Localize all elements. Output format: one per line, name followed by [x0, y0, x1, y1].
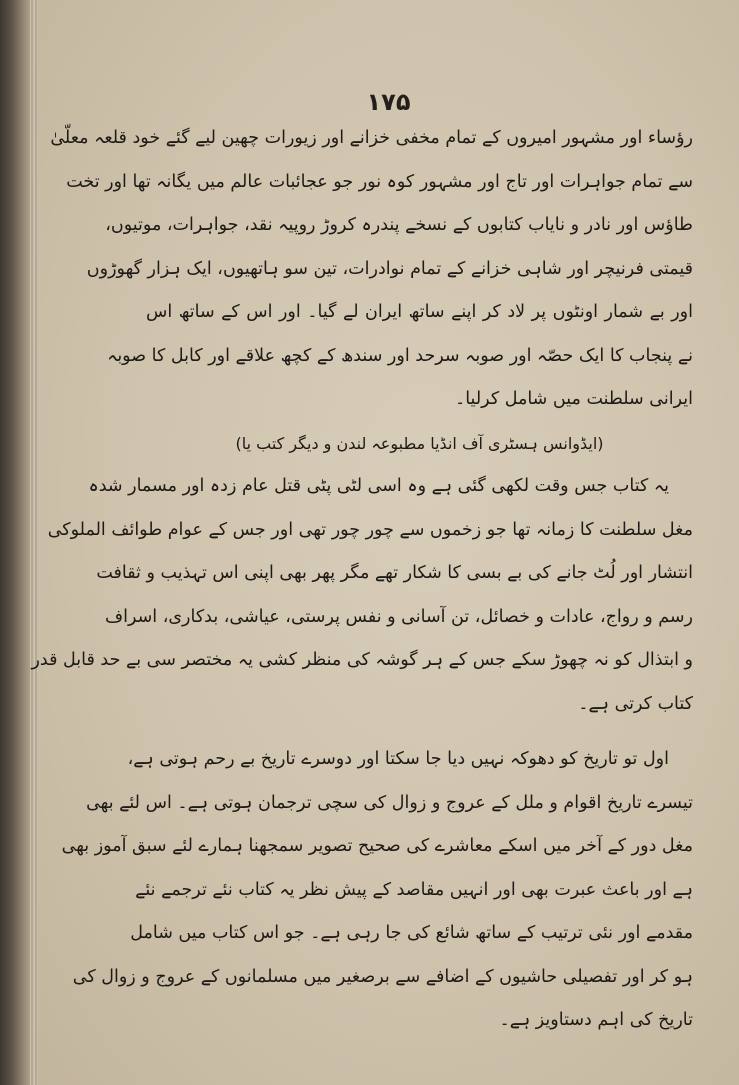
text-line: سے تمام جواہرات اور تاج اور مشہور کوہ نور جو عجائبات عالم میں یگانہ تھا اور تخت: [66, 171, 693, 192]
text-line: قیمتی فرنیچر اور شاہی خزانے کے تمام نوادرات، تین سو ہاتھیوں، ایک ہزار گھوڑوں: [86, 258, 693, 279]
page-body: [31, 117, 693, 1043]
text-line: ہے اور باعث عبرت بھی اور انہیں مقاصد کے پیش نظر یہ کتاب نئے ترجمے نئے: [135, 879, 693, 900]
text-line: رسم و رواج، عادات و خصائل، تن آسانی و نفس پرستی، عیاشی، بدکاری، اسراف: [104, 606, 693, 627]
text-line: مغل سلطنت کا زمانہ تھا جو زخموں سے چور چور تھی اور جس کے عوام طوائف الملوکی: [47, 519, 693, 540]
text-line: نے پنجاب کا ایک حصّہ اور صوبہ سرحد اور سندھ کے کچھ علاقے اور کابل کا صوبہ: [107, 345, 693, 366]
text-line: طاؤس اور نادر و نایاب کتابوں کے نسخے پندرہ کروڑ روپیہ نقد، جواہرات، موتیوں،: [105, 215, 693, 235]
citation-line: (ایڈوانس ہسٹری آف انڈیا مطبوعہ لندن و دیگر کتب یا): [235, 433, 604, 453]
text-line: تیسرے تاریخ اقوام و ملل کے عروج و زوال کی سچی ترجمان ہوتی ہے۔ اس لئے بھی: [86, 792, 693, 813]
text-line: اور بے شمار اونٹوں پر لاد کر اپنے ساتھ ایران لے گیا۔ اور اس کے ساتھ اس: [146, 302, 693, 322]
text-line: انتشار اور لُٹ جانے کی بے بسی کا شکار تھے مگر پھر بھی اپنی اس تہذیب و ثقافت: [96, 563, 693, 583]
text-line: کتاب کرتی ہے۔: [578, 693, 693, 714]
text-line: تاریخ کی اہم دستاویز ہے۔: [499, 1010, 693, 1030]
text-line: و ابتذال کو نہ چھوڑ سکے جس کے ہر گوشہ کی منظر کشی یہ مختصر سی بے حد قابل قدر: [31, 650, 693, 670]
text-line: ہو کر اور تفصیلی حاشیوں کے اضافے سے برصغیر میں مسلمانوں کے عروج و زوال کی: [72, 966, 693, 987]
text-line: مغل دور کے آخر میں اسکے معاشرے کی صحیح تصویر سمجھنا ہمارے لئے سبق آموز بھی: [61, 836, 693, 856]
paragraph-spacer: [146, 726, 693, 738]
book-binding-gutter: [0, 0, 34, 1085]
page-stack-edge: [30, 0, 38, 1085]
text-line: ایرانی سلطنت میں شامل کرلیا۔: [454, 389, 693, 409]
text-line: مقدمے اور نئی ترتیب کے ساتھ شائع کی جا رہی ہے۔ جو اس کتاب میں شامل: [130, 923, 693, 943]
page-number: ۱۷۵: [366, 88, 411, 116]
text-line: اول تو تاریخ کو دھوکہ نہیں دیا جا سکتا اور دوسرے تاریخ بے رحم ہوتی ہے،: [127, 749, 669, 769]
text-line: یہ کتاب جس وقت لکھی گئی ہے وہ اسی لٹی پٹی قتل عام زدہ اور مسمار شدہ: [88, 476, 669, 496]
text-line: رؤساء اور مشہور امیروں کے تمام مخفی خزانے اور زیورات چھین لیے گئے خود قلعہ معلّیٰ: [50, 128, 693, 148]
